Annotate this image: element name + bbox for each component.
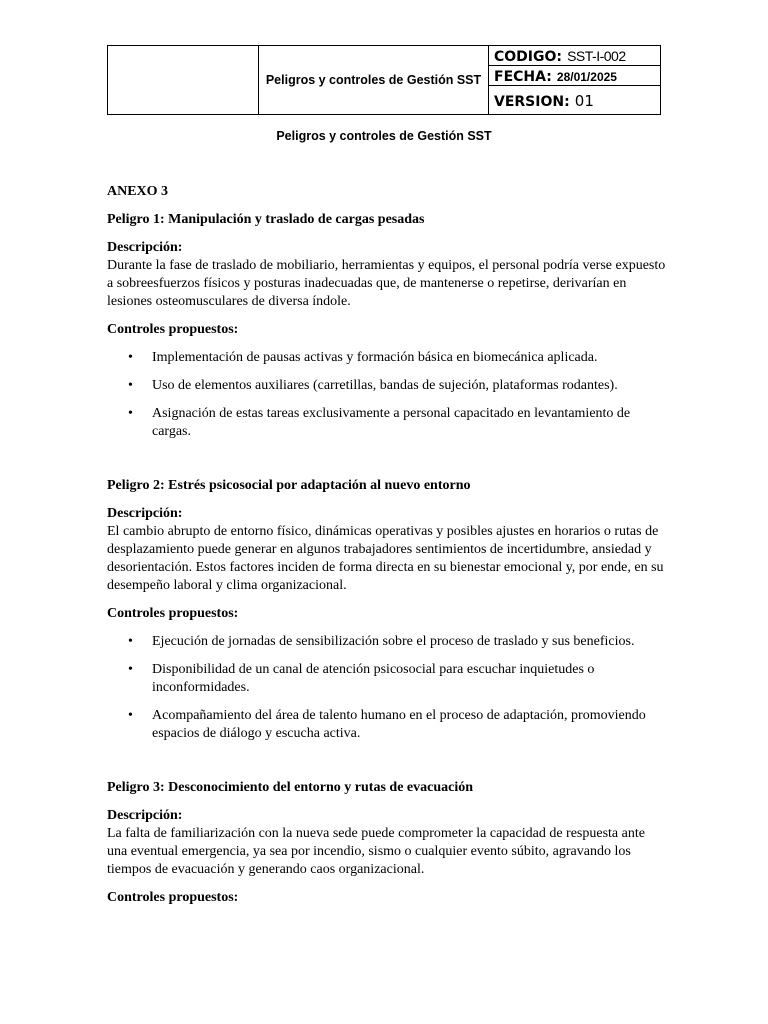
fecha-label: FECHA: <box>494 69 552 85</box>
control-item <box>107 405 667 441</box>
hazard-section-3 <box>107 779 667 907</box>
fecha-value: 28/01/2025 <box>556 70 617 84</box>
fecha-cell <box>489 66 661 86</box>
version-value: 01 <box>574 91 594 110</box>
description-label: Descripción: <box>107 240 183 255</box>
controls-list <box>107 633 667 743</box>
control-text: Asignación de estas tareas exclusivamente a personal capacitado en levantamiento de cargas. <box>152 406 631 439</box>
control-item <box>107 633 667 651</box>
control-text: Ejecución de jornadas de sensibilización sobre el proceso de traslado y sus beneficios. <box>152 634 635 649</box>
document-header-table <box>107 45 661 115</box>
description-text: Durante la fase de traslado de mobiliario, herramientas y equipos, el personal podría verse expuesto a sobreesfuerzos físicos y posturas inadecuadas que, de mantenerse o repetirse, derivarían en lesiones osteomusculares de diversa índole. <box>107 258 666 309</box>
bullet-icon: • <box>128 662 133 677</box>
control-item <box>107 661 667 697</box>
bullet-icon: • <box>128 708 133 723</box>
hazard-title: Peligro 3: Desconocimiento del entorno y rutas de evacuación <box>107 780 474 795</box>
control-item <box>107 377 667 395</box>
version-label: VERSION: <box>494 93 570 110</box>
hazard-section-2 <box>107 477 667 743</box>
hazard-section-1 <box>107 211 667 441</box>
header-title: Peligros y controles de Gestión SST <box>259 46 489 115</box>
hazard-title: Peligro 1: Manipulación y traslado de cargas pesadas <box>107 212 425 227</box>
bullet-icon: • <box>128 378 133 393</box>
codigo-value: SST-I-002 <box>567 48 626 64</box>
description-text: El cambio abrupto de entorno físico, dinámicas operativas y posibles ajustes en horarios o rutas de desplazamiento puede generar en algunos trabajadores sentimientos de incertidumbre, ansiedad y desorientación. Estos factores inciden de forma directa en su bienestar emocional y, por ende, en su desempeño laboral y clima organizacional. <box>107 524 664 593</box>
controls-list <box>107 349 667 441</box>
control-item <box>107 707 667 743</box>
logo-cell <box>108 46 259 115</box>
description-label: Descripción: <box>107 808 183 823</box>
bullet-icon: • <box>128 350 133 365</box>
anexo-heading: ANEXO 3 <box>107 184 169 199</box>
controls-label: Controles propuestos: <box>107 890 239 905</box>
codigo-cell <box>489 46 661 66</box>
control-text: Implementación de pausas activas y formación básica en biomecánica aplicada. <box>152 350 598 365</box>
controls-label: Controles propuestos: <box>107 606 239 621</box>
bullet-icon: • <box>128 406 133 421</box>
controls-label: Controles propuestos: <box>107 322 239 337</box>
bullet-icon: • <box>128 634 133 649</box>
hazard-title: Peligro 2: Estrés psicosocial por adaptación al nuevo entorno <box>107 478 471 493</box>
control-item <box>107 349 667 367</box>
codigo-label: CODIGO: <box>494 49 562 65</box>
document-title: Peligros y controles de Gestión SST <box>276 129 492 143</box>
control-text: Disponibilidad de un canal de atención psicosocial para escuchar inquietudes o inconformidades. <box>152 662 595 695</box>
version-cell <box>489 86 661 115</box>
control-text: Acompañamiento del área de talento humano en el proceso de adaptación, promoviendo espacios de diálogo y escucha activa. <box>152 708 646 741</box>
description-text: La falta de familiarización con la nueva sede puede comprometer la capacidad de respuesta ante una eventual emergencia, ya sea por incendio, sismo o cualquier evento súbito, agravando los tiempos de evacuación y generando caos organizacional. <box>107 826 645 877</box>
description-label: Descripción: <box>107 506 183 521</box>
control-text: Uso de elementos auxiliares (carretillas, bandas de sujeción, plataformas rodantes). <box>152 378 618 393</box>
document-body <box>107 183 667 917</box>
